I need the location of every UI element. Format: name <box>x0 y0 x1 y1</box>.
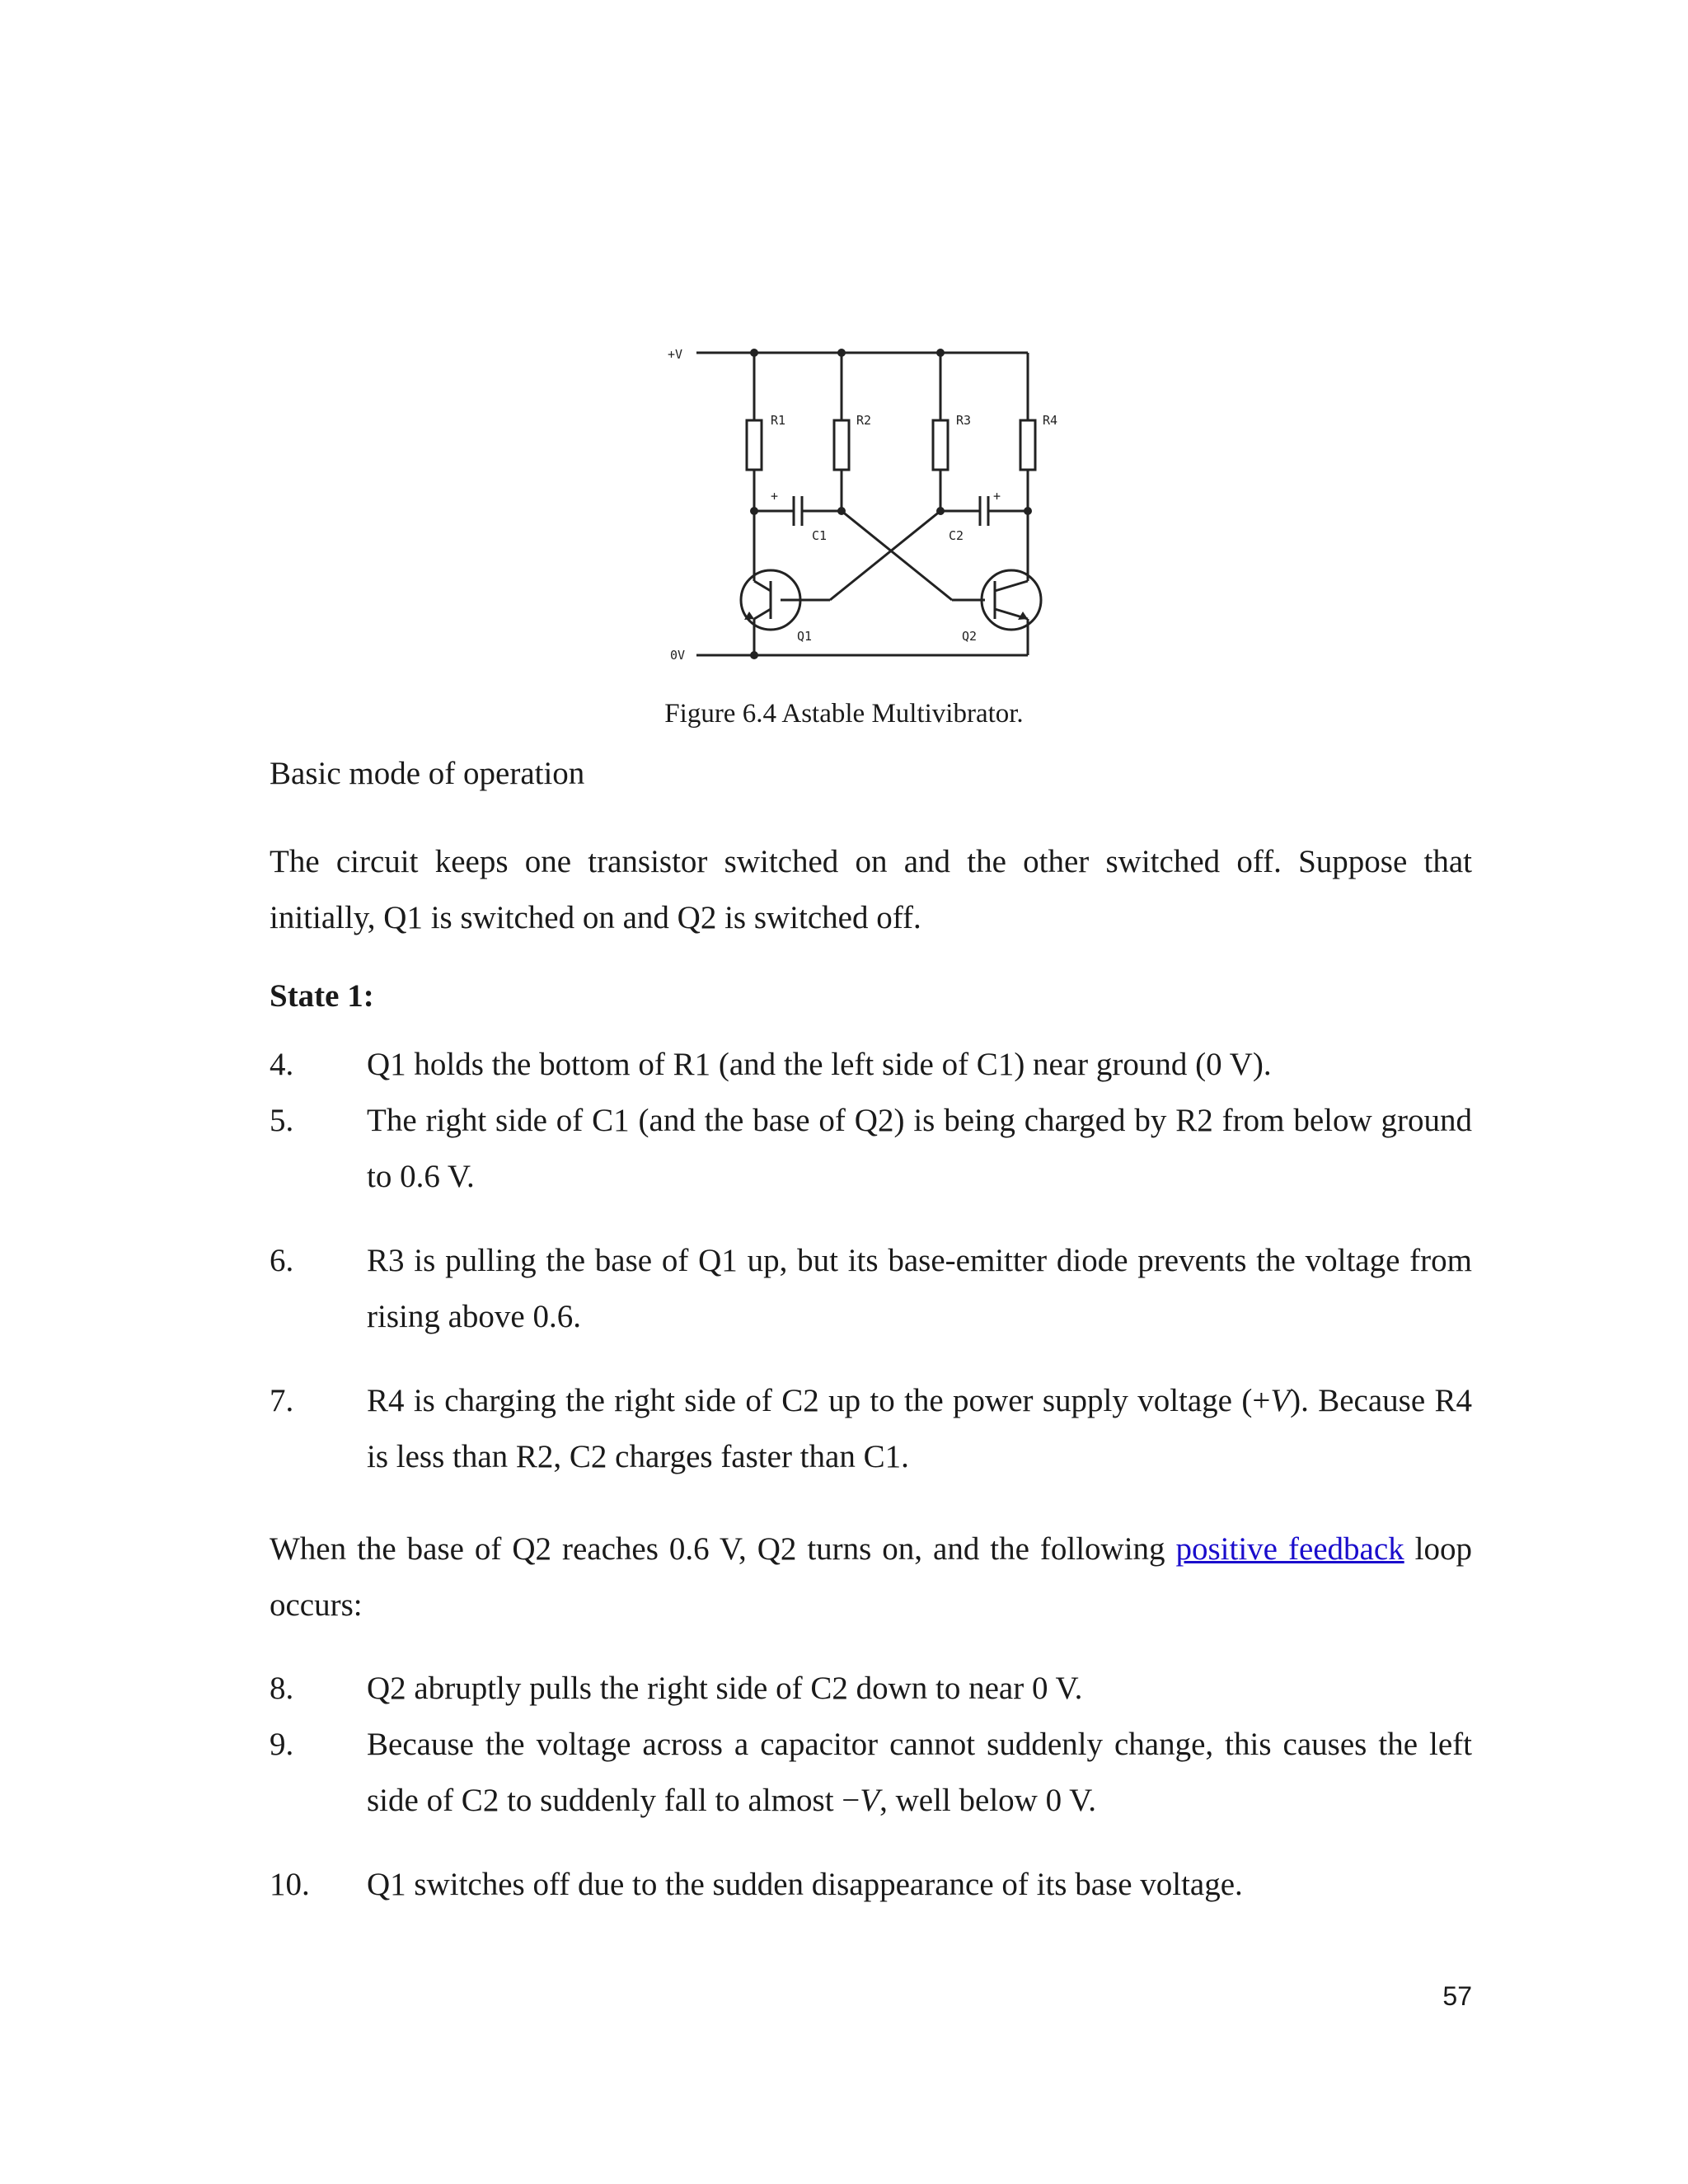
positive-feedback-link[interactable]: positive feedback <box>1175 1531 1404 1567</box>
label-c2: C2 <box>949 528 964 543</box>
label-0v: 0V <box>670 648 686 663</box>
list-item-number: 9. <box>270 1727 294 1762</box>
label-r2: R2 <box>856 413 872 428</box>
label-c2-plus: + <box>993 489 1001 504</box>
text-segment: R4 is charging the right side of C2 up to the power supply voltage (+ <box>367 1383 1271 1418</box>
list-item <box>270 1857 1472 1913</box>
label-vplus: +V <box>668 347 683 362</box>
list-item <box>270 1233 1472 1345</box>
page-number: 57 <box>1442 1981 1472 2011</box>
list-item-text: R3 is pulling the base of Q1 up, but its base-emitter diode prevents the voltage from rising above 0.6. <box>367 1243 1472 1334</box>
list-item-text: The right side of C1 (and the base of Q2) is being charged by R2 from below ground to 0.6 V. <box>367 1103 1472 1194</box>
text-segment: , well below 0 V. <box>879 1783 1096 1818</box>
list-item <box>270 1093 1472 1205</box>
italic-variable: V <box>1270 1383 1291 1418</box>
list-item-text: Q1 holds the bottom of R1 (and the left side of C1) near ground (0 V). <box>367 1047 1272 1082</box>
circuit-figure <box>639 326 1067 688</box>
list-item-number: 7. <box>270 1383 294 1418</box>
list-item-number: 5. <box>270 1103 294 1138</box>
list-item-text <box>367 1717 1472 1829</box>
label-r4: R4 <box>1043 413 1058 428</box>
feedback-paragraph <box>270 1521 1472 1633</box>
astable-multivibrator-schematic <box>639 326 1067 688</box>
text-segment: When the base of Q2 reaches 0.6 V, Q2 turns on, and the following <box>270 1531 1176 1567</box>
label-r1: R1 <box>771 413 786 428</box>
label-c1-plus: + <box>771 489 779 504</box>
list-item-number: 8. <box>270 1671 294 1706</box>
list-item-number: 6. <box>270 1243 294 1278</box>
list-item <box>270 1037 1472 1093</box>
label-r3: R3 <box>956 413 972 428</box>
list-item-text: Q2 abruptly pulls the right side of C2 down to near 0 V. <box>367 1671 1083 1706</box>
text-segment: loop occurs: <box>270 1531 1472 1623</box>
intro-paragraph: The circuit keeps one transistor switched on and the other switched off. Suppose that initially, Q1 is switched on and Q2 is switched off. <box>270 844 1472 935</box>
text-segment: Because the voltage across a capacitor cannot suddenly change, this causes the left side of C2 to suddenly fall to almost − <box>367 1727 1472 1818</box>
list-item-text <box>367 1373 1472 1485</box>
label-q2: Q2 <box>962 629 978 644</box>
section-heading: Basic mode of operation <box>270 756 585 791</box>
figure-caption: Figure 6.4 Astable Multivibrator. <box>664 699 1024 729</box>
state-title: State 1: <box>270 978 374 1014</box>
label-c1: C1 <box>812 528 828 543</box>
label-q1: Q1 <box>797 629 813 644</box>
list-item <box>270 1373 1472 1485</box>
text-segment: ). Because R4 is less than R2, C2 charges faster than C1. <box>367 1383 1472 1474</box>
list-item-text: Q1 switches off due to the sudden disappearance of its base voltage. <box>367 1867 1243 1902</box>
list-item-number: 4. <box>270 1047 294 1082</box>
list-item <box>270 1717 1472 1829</box>
list-item-number: 10. <box>270 1867 310 1902</box>
italic-variable: V <box>860 1783 880 1818</box>
list-item <box>270 1661 1472 1717</box>
